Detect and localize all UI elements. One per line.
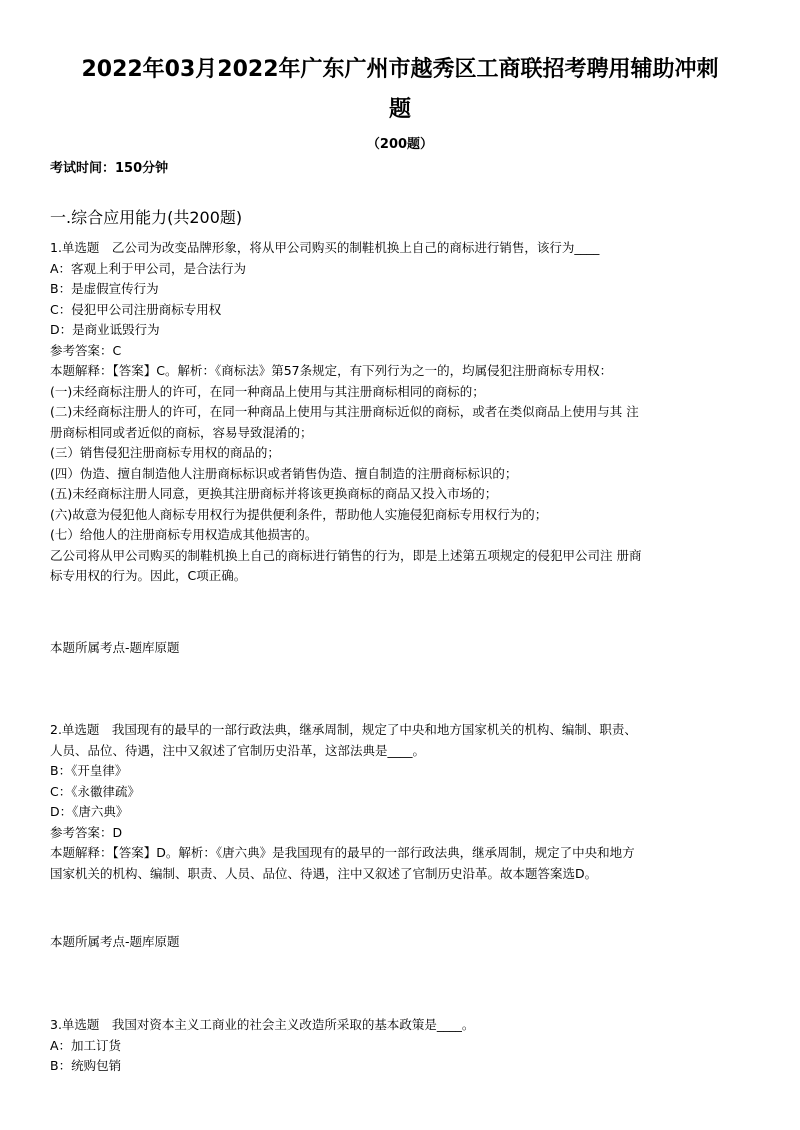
option-d: D：《唐六典》 — [50, 804, 129, 819]
option-c: C：侵犯甲公司注册商标专用权 — [50, 301, 222, 317]
reference-answer: 参考答案：D — [50, 824, 123, 840]
question-stem: 人员、品位、待遇，注中又叙述了官制历史沿革，这部法典是____。 — [50, 742, 426, 758]
explanation-line: 册商标相同或者近似的商标，容易导致混淆的； — [50, 424, 313, 440]
explanation-line: (一)未经商标注册人的许可，在同一种商品上使用与其注册商标相同的商标的； — [50, 383, 485, 399]
document-title-line1: 2022年03月2022年广东广州市越秀区工商联招考聘用辅助冲刺 — [81, 57, 719, 82]
explanation-line: (四）伪造、擅自制造他人注册商标标识或者销售伪造、擅自制造的注册商标标识的； — [50, 465, 518, 481]
explanation-line: 本题解释：【答案】C。解析：《商标法》第57条规定，有下列行为之一的，均属侵犯注册商标专用权： — [50, 363, 613, 378]
option-c: C：《永徽律疏》 — [50, 783, 140, 799]
explanation-line: 标专用权的行为。因此，C项正确。 — [50, 568, 247, 583]
explanation-line: (七）给他人的注册商标专用权造成其他损害的。 — [50, 527, 318, 542]
explanation-line: (六)故意为侵犯他人商标专用权行为提供便利条件，帮助他人实施侵犯商标专用权行为的； — [50, 506, 548, 522]
option-a: A：加工订货 — [50, 1037, 122, 1053]
explanation-line: (五)未经商标注册人同意，更换其注册商标并将该更换商标的商品又投入市场的； — [50, 486, 498, 501]
question-stem: 3.单选题 我国对资本主义工商业的社会主义改造所采取的基本政策是____。 — [50, 1017, 475, 1032]
option-a: A：客观上利于甲公司，是合法行为 — [50, 260, 247, 276]
explanation-line: (三）销售侵犯注册商标专用权的商品的； — [50, 445, 280, 460]
explanation-line: 乙公司将从甲公司购买的制鞋机换上自己的商标进行销售的行为，即是上述第五项规定的侵犯甲公司注 册商 — [50, 547, 642, 563]
section-heading: 一.综合应用能力(共200题) — [50, 208, 243, 227]
option-d: D：是商业诋毁行为 — [50, 322, 160, 337]
option-b: B：是虚假宣传行为 — [50, 281, 159, 296]
question-stem: 2.单选题 我国现有的最早的一部行政法典，继承周制，规定了中央和地方国家机关的机构、编制、职责、 — [50, 722, 637, 737]
document-title-line2: 题 — [388, 97, 411, 122]
exam-time: 考试时间：150分钟 — [50, 161, 169, 176]
question-2 — [50, 720, 760, 884]
question-1 — [50, 238, 760, 587]
explanation-line: 国家机关的机构、编制、职责、人员、品位、待遇，注中又叙述了官制历史沿革。故本题答案选D。 — [50, 865, 598, 881]
question-count: （200题） — [366, 137, 434, 152]
option-b: B：统购包销 — [50, 1058, 122, 1073]
option-b: B：《开皇律》 — [50, 763, 128, 778]
explanation-line: 本题解释：【答案】D。解析：《唐六典》是我国现有的最早的一部行政法典，继承周制，规定了中央和地方 — [50, 845, 635, 860]
question-stem: 1.单选题 乙公司为改变品牌形象，将从甲公司购买的制鞋机换上自己的商标进行销售，该行为____ — [50, 240, 600, 255]
reference-answer: 参考答案：C — [50, 342, 122, 358]
explanation-line: (二)未经商标注册人的许可，在同一种商品上使用与其注册商标近似的商标，或者在类似商品上使用与其 注 — [50, 404, 639, 419]
question-2-source: 本题所属考点-题库原题 — [50, 934, 180, 949]
question-1-source: 本题所属考点-题库原题 — [50, 640, 180, 655]
question-3 — [50, 1015, 760, 1077]
